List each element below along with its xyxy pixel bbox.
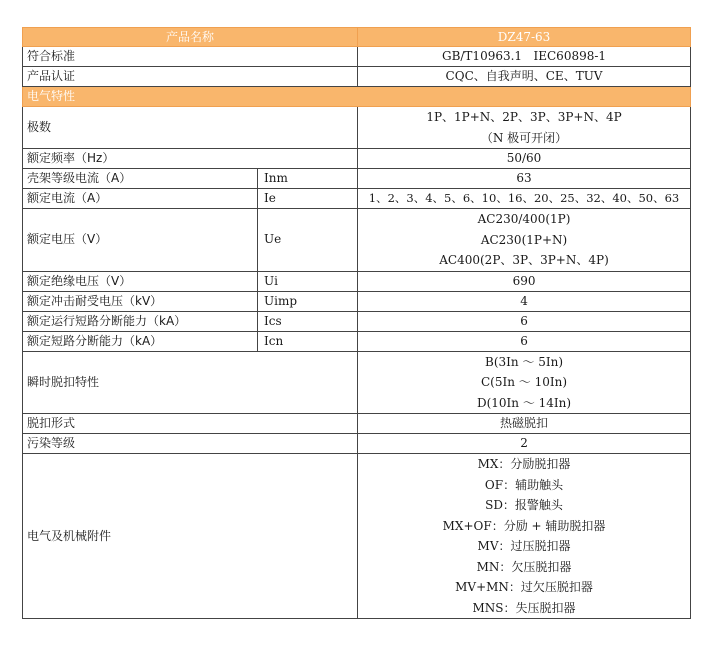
row-label: 产品认证 [23, 67, 358, 87]
table-row [23, 47, 691, 67]
row-label: 极数 [23, 107, 358, 149]
value-line: D(10In ～ 14In) [476, 395, 572, 410]
header-model: DZ47-63 [358, 28, 691, 47]
value-line: AC230/400(1P) [477, 212, 571, 226]
row-label: 额定冲击耐受电压（kV） [23, 291, 258, 311]
row-label: 额定频率（Hz） [23, 149, 358, 169]
value-line: MN：欠压脱扣器 [476, 559, 572, 574]
value-line: MX+OF：分励 + 辅助脱扣器 [442, 518, 606, 533]
table-row [23, 454, 691, 619]
table-row [23, 107, 691, 149]
row-label: 电气及机械附件 [23, 454, 358, 619]
table-row [23, 149, 691, 169]
table-row [23, 311, 691, 331]
value-line: OF：辅助触头 [484, 477, 564, 492]
value-line: MV：过压脱扣器 [477, 539, 571, 553]
row-value: CQC、自我声明、CE、TUV [358, 67, 691, 87]
row-value: 63 [358, 169, 691, 189]
table-header-row [23, 28, 691, 47]
row-value: 热磁脱扣 [358, 414, 691, 434]
row-label: 污染等级 [23, 434, 358, 454]
row-value: GB/T10963.1 IEC60898-1 [358, 47, 691, 67]
section-title: 电气特性 [23, 87, 691, 107]
table-row [23, 209, 691, 272]
value-line: MV+MN：过欠压脱扣器 [455, 580, 593, 594]
row-symbol: Ics [258, 311, 358, 331]
row-label: 壳架等级电流（A） [23, 169, 258, 189]
row-label: 额定电压（V） [23, 209, 258, 272]
row-symbol: Inm [258, 169, 358, 189]
value-line: （N 极可开闭） [480, 130, 568, 145]
row-value: 6 [358, 331, 691, 351]
spec-table [22, 27, 691, 619]
row-symbol: Icn [258, 331, 358, 351]
row-value: 6 [358, 311, 691, 331]
table-row [23, 189, 691, 209]
table-row [23, 169, 691, 189]
value-line: C(5In ～ 10In) [481, 375, 568, 389]
row-value [358, 454, 691, 619]
table-row [23, 67, 691, 87]
value-line: AC230(1P+N) [480, 232, 568, 247]
value-line: AC400(2P、3P、3P+N、4P) [439, 253, 609, 267]
row-symbol: Uimp [258, 291, 358, 311]
row-label: 额定短路分断能力（kA） [23, 331, 258, 351]
value-line: 1P、1P+N、2P、3P、3P+N、4P [426, 110, 622, 124]
value-line: SD：报警触头 [485, 498, 563, 512]
section-header-row [23, 87, 691, 107]
row-label: 脱扣形式 [23, 414, 358, 434]
row-label: 瞬时脱扣特性 [23, 351, 358, 414]
row-value: 4 [358, 291, 691, 311]
row-symbol: Ue [258, 209, 358, 272]
value-line: MX：分励脱扣器 [477, 457, 571, 471]
table-row [23, 351, 691, 414]
table-row [23, 271, 691, 291]
value-line: B(3In ～ 5In) [485, 354, 564, 369]
row-value [358, 107, 691, 149]
row-label: 额定运行短路分断能力（kA） [23, 311, 258, 331]
row-label: 额定电流（A） [23, 189, 258, 209]
row-symbol: Ie [258, 189, 358, 209]
table-row [23, 291, 691, 311]
row-label: 额定绝缘电压（V） [23, 271, 258, 291]
row-label: 符合标准 [23, 47, 358, 67]
row-value: 690 [358, 271, 691, 291]
table-row [23, 331, 691, 351]
row-symbol: Ui [258, 271, 358, 291]
row-value [358, 351, 691, 414]
row-value: 50/60 [358, 149, 691, 169]
row-value: 2 [358, 434, 691, 454]
row-value [358, 209, 691, 272]
row-value: 1、2、3、4、5、6、10、16、20、25、32、40、50、63 [358, 189, 691, 209]
table-row [23, 414, 691, 434]
header-product-name: 产品名称 [23, 28, 358, 47]
table-row [23, 434, 691, 454]
value-line: MNS：失压脱扣器 [472, 600, 576, 615]
